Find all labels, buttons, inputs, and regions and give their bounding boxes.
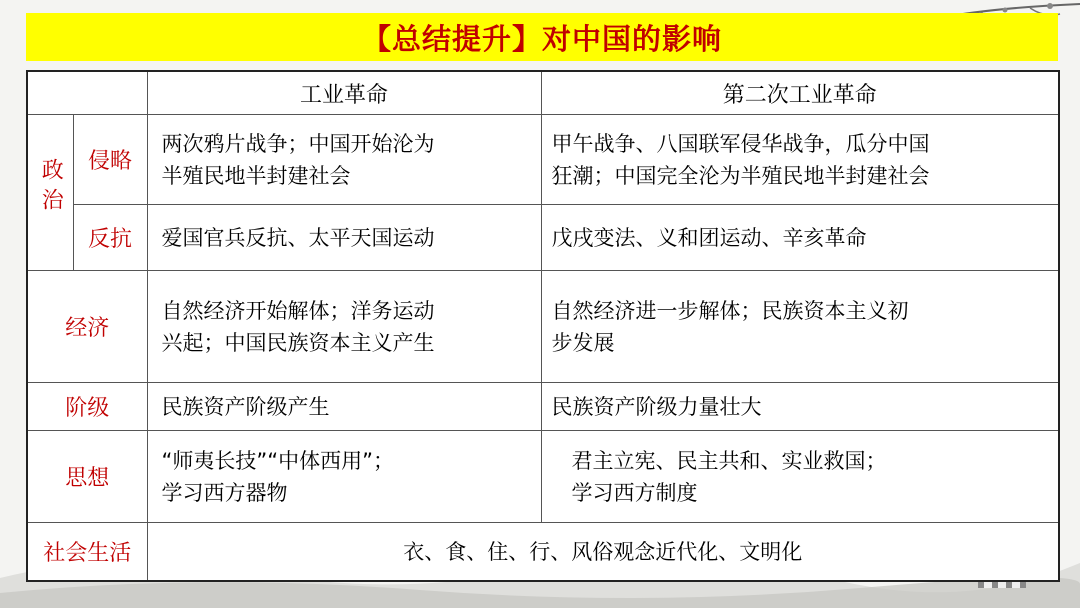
header-second-industrial-revolution: 第二次工业革命 xyxy=(541,71,1059,115)
row-resistance xyxy=(27,205,1059,271)
category-social-life: 社会生活 xyxy=(27,523,147,581)
cell-line: 学习西方器物 xyxy=(161,480,288,505)
cell-economy-industrial xyxy=(147,271,541,383)
row-class xyxy=(27,383,1059,431)
cell-line: “师夷长技”“中体西用”； xyxy=(161,448,395,473)
corner-cell xyxy=(27,71,147,115)
header-industrial-revolution: 工业革命 xyxy=(147,71,541,115)
cell-line: 两次鸦片战争；中国开始沦为 xyxy=(161,131,435,156)
cell-economy-second xyxy=(541,271,1059,383)
cell-line: 自然经济开始解体；洋务运动 xyxy=(161,298,435,323)
cell-resistance-second: 戊戌变法、义和团运动、辛亥革命 xyxy=(541,205,1059,271)
category-class: 阶级 xyxy=(27,383,147,431)
cell-class-industrial: 民族资产阶级产生 xyxy=(147,383,541,431)
header-row xyxy=(27,71,1059,115)
category-invasion: 侵略 xyxy=(73,115,147,205)
cell-line: 半殖民地半封建社会 xyxy=(161,163,351,188)
row-thought xyxy=(27,431,1059,523)
cell-line: 学习西方制度 xyxy=(571,480,698,505)
cell-thought-second xyxy=(541,431,1059,523)
cell-line: 甲午战争、八国联军侵华战争，瓜分中国 xyxy=(551,131,930,156)
cell-thought-industrial xyxy=(147,431,541,523)
cell-invasion-industrial xyxy=(147,115,541,205)
row-social-life xyxy=(27,523,1059,581)
page-title: 【总结提升】对中国的影响 xyxy=(361,21,722,56)
cell-resistance-industrial: 爱国官兵反抗、太平天国运动 xyxy=(147,205,541,271)
category-thought: 思想 xyxy=(27,431,147,523)
category-economy: 经济 xyxy=(27,271,147,383)
cell-social-life: 衣、食、住、行、风俗观念近代化、文明化 xyxy=(147,523,1059,581)
cell-invasion-second xyxy=(541,115,1059,205)
summary-table xyxy=(26,70,1060,582)
cell-line: 兴起；中国民族资本主义产生 xyxy=(161,330,435,355)
row-economy xyxy=(27,271,1059,383)
category-politics-label xyxy=(28,158,73,228)
cell-class-second: 民族资产阶级力量壮大 xyxy=(541,383,1059,431)
row-invasion xyxy=(27,115,1059,205)
category-resistance: 反抗 xyxy=(73,205,147,271)
cell-line: 君主立宪、民主共和、实业救国； xyxy=(571,448,887,473)
politics-text: 政治 xyxy=(38,157,64,218)
cell-line: 自然经济进一步解体；民族资本主义初 xyxy=(551,298,909,323)
title-banner xyxy=(26,13,1058,61)
category-politics xyxy=(27,115,73,271)
cell-line: 步发展 xyxy=(551,330,615,355)
cell-line: 狂潮；中国完全沦为半殖民地半封建社会 xyxy=(551,163,930,188)
